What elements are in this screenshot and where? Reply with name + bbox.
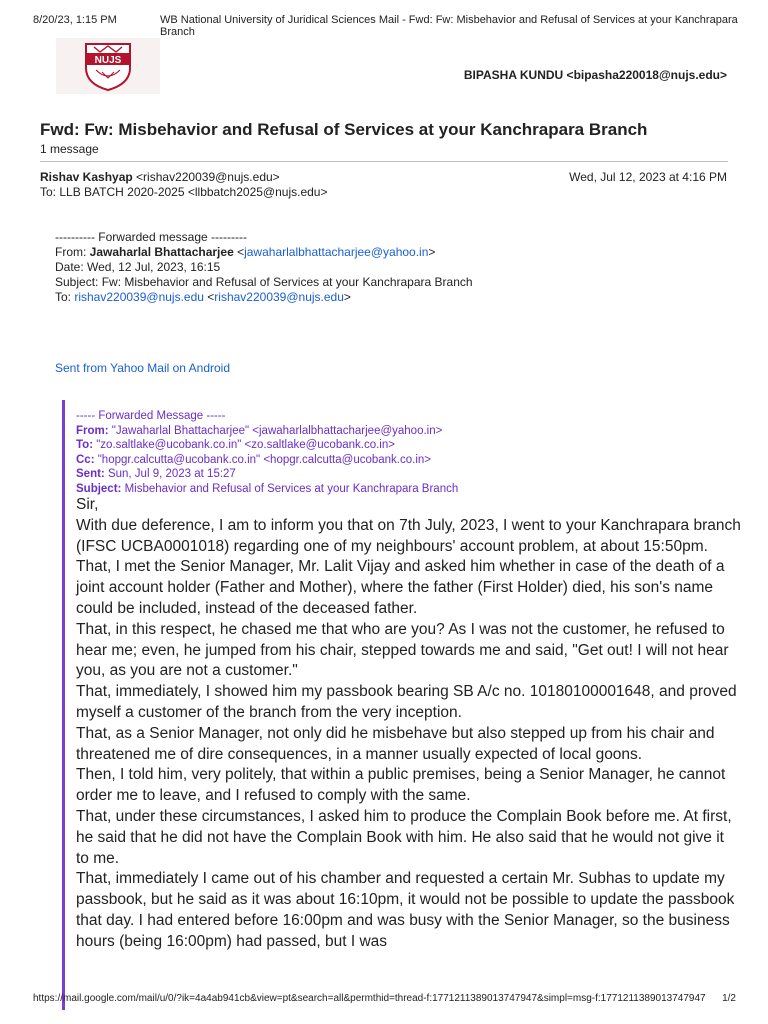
message-body xyxy=(76,495,741,953)
body-paragraph: That, I met the Senior Manager, Mr. Lalit Vijay and asked him whether in case of the death of a joint account holder (Father and Mother), where the father (First Holder) died, his son's name could be included, instead of the deceased father. xyxy=(76,558,725,617)
forward-date: Date: Wed, 12 Jul, 2023, 16:15 xyxy=(55,260,221,274)
forward-divider: ---------- Forwarded message --------- xyxy=(55,230,247,244)
body-paragraph: Then, I told him, very politely, that within a public premises, being a Senior Manager, he cannot order me to leave, and I refused to comply with the same. xyxy=(76,766,726,805)
forward-to-email-link[interactable]: rishav220039@nujs.edu xyxy=(74,290,204,304)
forward2-subject: Subject: Misbehavior and Refusal of Services at your Kanchrapara Branch xyxy=(76,482,459,495)
forward-to-email-link-2[interactable]: rishav220039@nujs.edu xyxy=(214,290,344,304)
forward-from-name: Jawaharlal Bhattacharjee xyxy=(89,245,234,259)
quote-bar xyxy=(62,400,65,1010)
recipient-line: To: LLB BATCH 2020-2025 <llbbatch2025@nujs.edu> xyxy=(40,185,328,199)
body-paragraph: That, as a Senior Manager, not only did he misbehave but also stepped up from his chair and threatened me of dire consequences, in a manner usually expected of local goons. xyxy=(76,724,715,763)
forward2-to: To: "zo.saltlake@ucobank.co.in" <zo.saltlake@ucobank.co.in> xyxy=(76,439,395,451)
sender-line xyxy=(40,170,280,184)
yahoo-signature-link[interactable]: Sent from Yahoo Mail on Android xyxy=(55,361,230,375)
body-paragraph: That, under these circumstances, I asked him to produce the Complain Book before me. At first, he said that he did not have the Complain Book with him. He also said that he would not give it to me. xyxy=(76,807,732,867)
forward2-cc: Cc: "hopgr.calcutta@ucobank.co.in" <hopgr.calcutta@ucobank.co.in> xyxy=(76,453,432,466)
print-url: https://mail.google.com/mail/u/0/?ik=4a4ab941cb&view=pt&search=all&permthid=thread-f:1771211389013747947&simpl=msg-f:1771211389013747947 xyxy=(33,993,706,1004)
page-number: 1/2 xyxy=(722,993,736,1004)
message-count: 1 message xyxy=(40,142,99,156)
window-title: WB National University of Juridical Sciences Mail - Fwd: Fw: Misbehavior and Refusal of Services at your Kanchrapara Branch xyxy=(160,14,738,38)
forward2-from: From: "Jawaharlal Bhattacharjee" <jawaharlalbhattacharjee@yahoo.in> xyxy=(76,424,443,437)
forwarded-header-2 xyxy=(76,409,458,496)
body-paragraph: With due deference, I am to inform you that on 7th July, 2023, I went to your Kanchrapara branch (IFSC UCBA0001018) regarding one of my neighbours' account problem, at about 15:50pm. xyxy=(76,516,741,555)
sender-name: Rishav Kashyap xyxy=(40,170,133,184)
nujs-logo xyxy=(56,38,160,94)
print-datetime: 8/20/23, 1:15 PM xyxy=(33,14,117,26)
body-paragraph: That, in this respect, he chased me that who are you? As I was not the customer, he refused to hear me; even, he jumped from his chair, stepped towards me and said, "Get out! I will not hear you, as you are not a customer." xyxy=(76,620,729,680)
body-paragraph: Sir, xyxy=(76,496,99,513)
sender-email: <rishav220039@nujs.edu> xyxy=(132,170,280,184)
forward-from-email-link[interactable]: jawaharlalbhattacharjee@yahoo.in xyxy=(244,245,429,259)
divider xyxy=(40,161,728,162)
body-paragraph: That, immediately, I showed him my passbook bearing SB A/c no. 10180100001648, and proved myself a customer of the branch from the very inception. xyxy=(76,683,737,721)
forward-from: From: Jawaharlal Bhattacharjee <jawaharlalbhattacharjee@yahoo.in> xyxy=(55,245,436,259)
forward-to: To: rishav220039@nujs.edu <rishav220039@nujs.edu> xyxy=(55,290,351,304)
body-paragraph: That, immediately I came out of his chamber and requested a certain Mr. Subhas to update my passbook, but he said as it was about 16:10pm, it would not be possible to update the passbook that day. I had entered before 16:00pm and was busy with the Senior Manager, so the business hours (being 16:00pm) had passed, but I was xyxy=(76,870,735,950)
forward2-sent: Sent: Sun, Jul 9, 2023 at 15:27 xyxy=(76,468,236,480)
account-email: BIPASHA KUNDU <bipasha220018@nujs.edu> xyxy=(463,68,727,82)
forwarded-header-1 xyxy=(55,230,473,305)
thread-subject: Fwd: Fw: Misbehavior and Refusal of Services at your Kanchrapara Branch xyxy=(40,120,648,139)
logo-text: NUJS xyxy=(94,55,122,66)
forward2-divider: ----- Forwarded Message ----- xyxy=(76,410,226,422)
message-date: Wed, Jul 12, 2023 at 4:16 PM xyxy=(569,170,727,184)
forward-subject: Subject: Fw: Misbehavior and Refusal of Services at your Kanchrapara Branch xyxy=(55,275,473,289)
